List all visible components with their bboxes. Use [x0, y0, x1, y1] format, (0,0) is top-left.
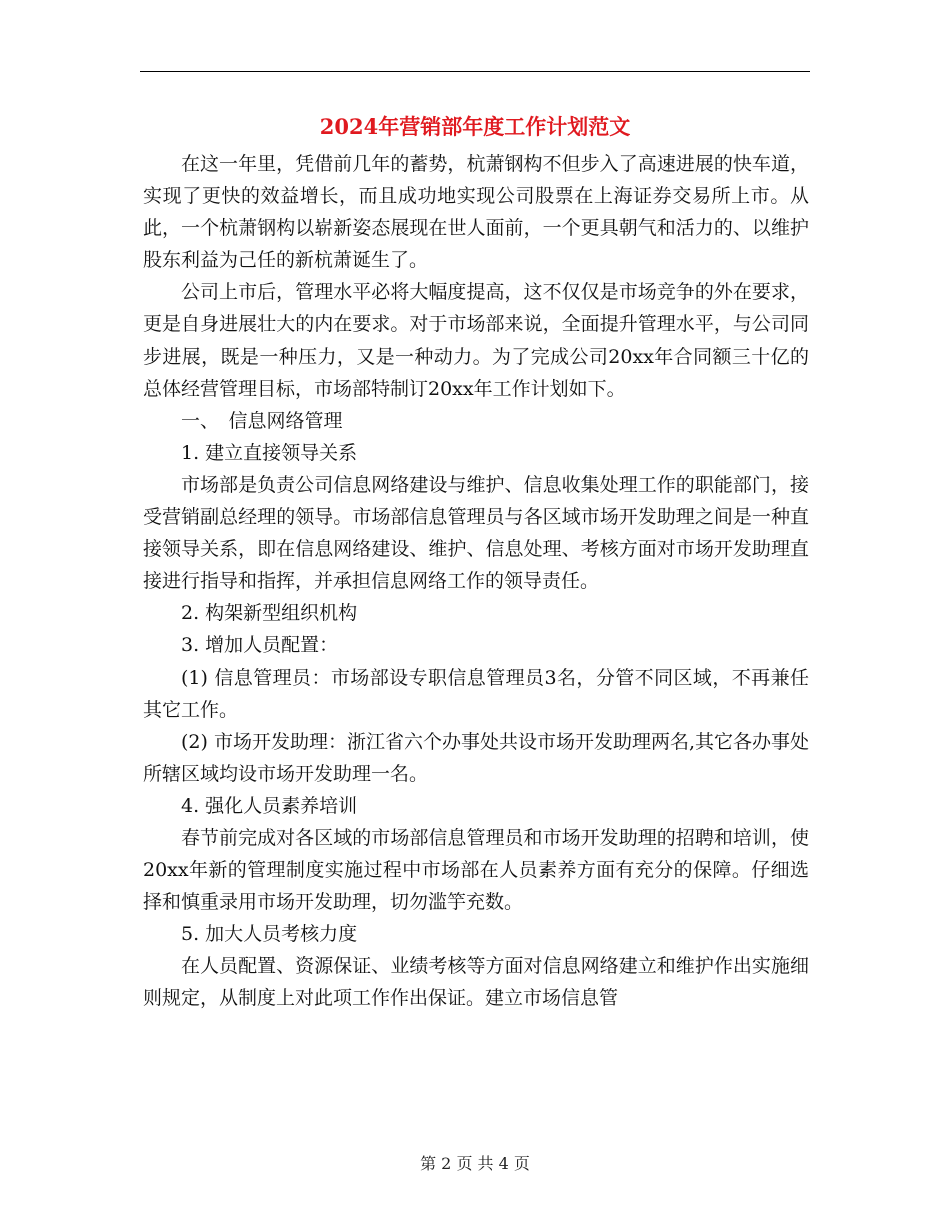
- paragraph-intro: 在这一年里，凭借前几年的蓄势，杭萧钢构不但步入了高速进展的快车道，实现了更快的效益增长，而且成功地实现公司股票在上海证券交易所上市。从此，一个杭萧钢构以崭新姿态展现在世人面前，一个更具朝气和活力的、以维护股东利益为己任的新杭萧诞生了。: [143, 153, 809, 272]
- list-item-info-manager: (1) 信息管理员：市场部设专职信息管理员3名，分管不同区域，不再兼任其它工作。: [143, 666, 809, 721]
- header-rule: [140, 71, 810, 72]
- section-heading-info-network: 一、 信息网络管理: [181, 409, 343, 432]
- document-body: [143, 148, 809, 1015]
- paragraph-listing: 公司上市后，管理水平必将大幅度提高，这不仅仅是市场竞争的外在要求，更是自身进展壮大的内在要求。对于市场部来说，全面提升管理水平，与公司同步进展，既是一种压力，又是一种动力。为了完成公司20xx年合同额三十亿的总体经营管理目标，市场部特制订20xx年工作计划如下。: [143, 281, 809, 400]
- document-title: 2024年营销部年度工作计划范文: [319, 114, 631, 139]
- subheading-4: 4. 强化人员素养培训: [181, 794, 358, 817]
- page-footer: 第 2 页 共 4 页: [420, 1154, 530, 1173]
- paragraph-leadership: 市场部是负责公司信息网络建设与维护、信息收集处理工作的职能部门，接受营销副总经理的领导。市场部信息管理员与各区域市场开发助理之间是一种直接领导关系，即在信息网络建设、维护、信息处理、考核方面对市场开发助理直接进行指导和指挥，并承担信息网络工作的领导责任。: [143, 473, 809, 593]
- subheading-3: 3. 增加人员配置：: [181, 634, 339, 657]
- paragraph-assessment: 在人员配置、资源保证、业绩考核等方面对信息网络建立和维护作出实施细则规定，从制度上对此项工作作出保证。建立市场信息管: [143, 955, 809, 1010]
- paragraph-training: 春节前完成对各区域的市场部信息管理员和市场开发助理的招聘和培训，使20xx年新的管理制度实施过程中市场部在人员素养方面有充分的保障。仔细选择和慎重录用市场开发助理，切勿滥竽充数。: [143, 826, 809, 914]
- list-item-market-assistant: (2) 市场开发助理：浙江省六个办事处共设市场开发助理两名,其它各办事处所辖区域均设市场开发助理一名。: [143, 730, 809, 785]
- subheading-5: 5. 加大人员考核力度: [181, 923, 358, 946]
- subheading-1: 1. 建立直接领导关系: [181, 441, 358, 464]
- subheading-2: 2. 构架新型组织机构: [181, 602, 358, 625]
